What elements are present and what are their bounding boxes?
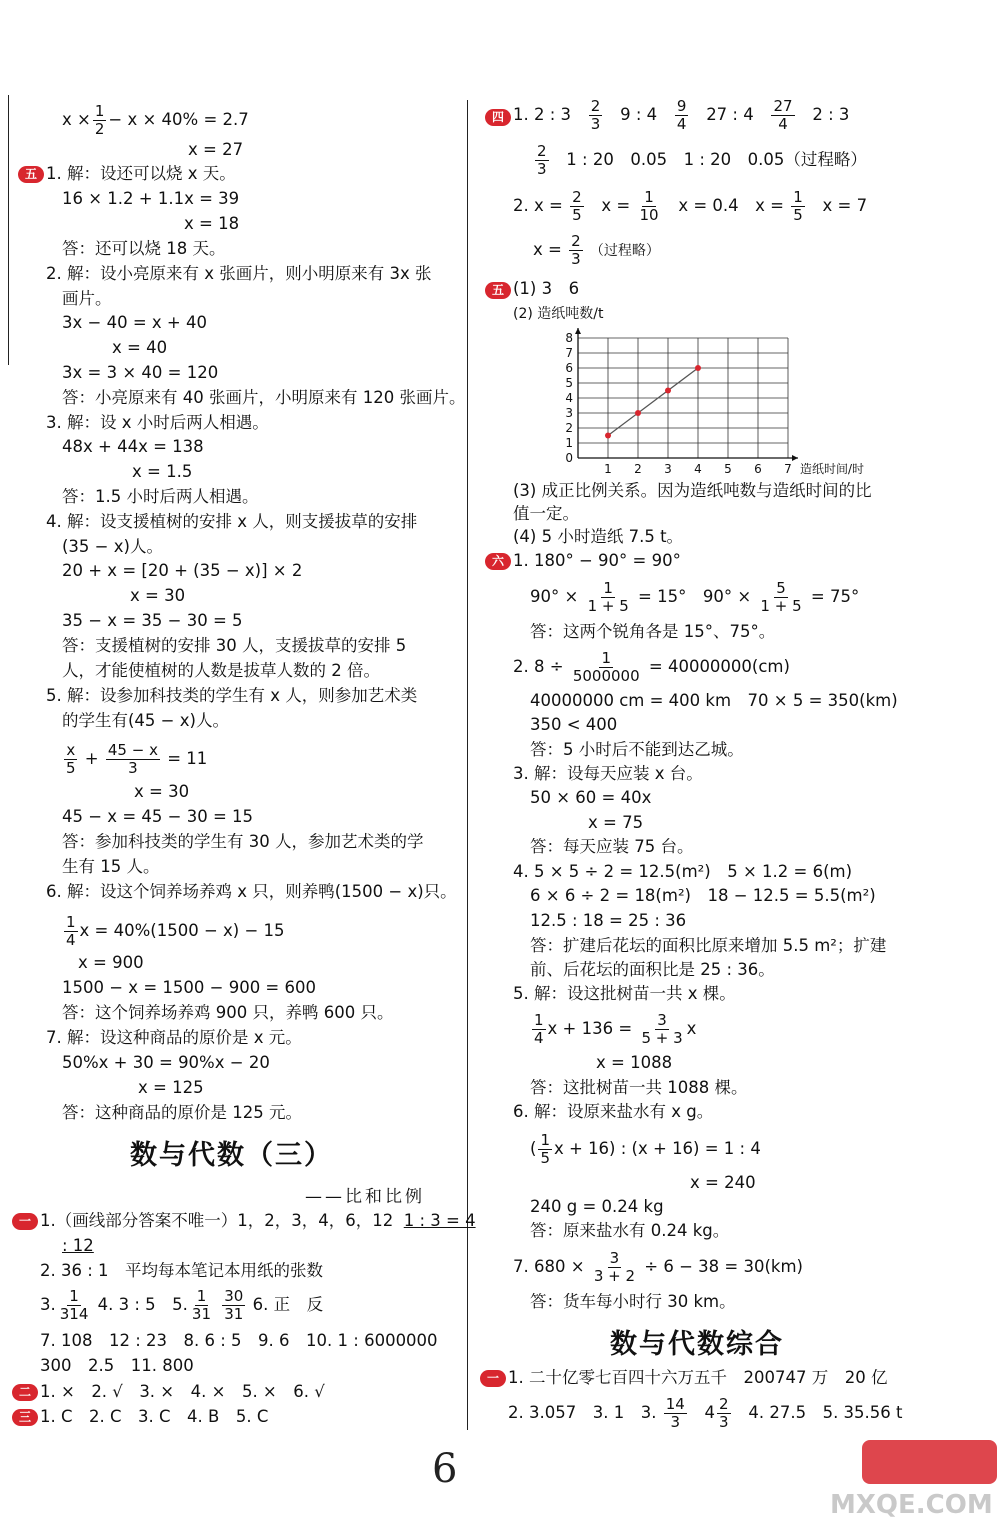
fraction: $\frac{3}{3 + 2}$ xyxy=(593,1249,636,1285)
problem-line: 1.（画线部分答案不唯一）1，2，3，4，6，12 1 : 3 = 4 xyxy=(40,1211,476,1230)
answer-line: 前、后花坛的面积比是 25 : 36。 xyxy=(530,960,775,979)
problem-line: (3) 成正比例关系。因为造纸吨数与造纸时间的比 xyxy=(513,481,872,500)
answer-line: 答：参加科技类的学生有 30 人，参加艺术类的学 xyxy=(62,832,424,851)
equation-line: x = 900 xyxy=(78,953,144,972)
problem-line: 1. × 2. √ 3. × 4. × 5. × 6. √ xyxy=(40,1382,325,1401)
answer-line: 答：5 小时后不能到达乙城。 xyxy=(530,740,744,759)
equation-line: x = 125 xyxy=(138,1078,204,1097)
equation-line: x = 27 xyxy=(188,140,244,159)
fraction: $\frac{1}{314}$ xyxy=(59,1287,89,1323)
problem-line: 7. 解：设这种商品的原价是 x 元。 xyxy=(46,1028,302,1047)
equation-line: ( $\frac{1}{5}$ x + 16) : (x + 16) = 1 : 4 xyxy=(530,1131,761,1167)
series-line xyxy=(608,368,698,436)
answer-line: 答：货车每小时行 30 km。 xyxy=(530,1292,736,1311)
problem-line: 3. 解：设每天应装 x 台。 xyxy=(513,764,703,783)
fraction: $\frac{5}{1 + 5}$ xyxy=(760,579,802,615)
fraction: $\frac{2}{3}$ xyxy=(590,97,601,133)
problem-line: 1. 2 : 3 $\frac{2}{3}$ 9 : 4 $\frac{9}{4}$ 27 : 4 $\frac{27}{4}$ 2 : 3 xyxy=(513,97,850,133)
equation-line: x = 75 xyxy=(588,813,644,832)
fraction: $\frac{45 - x}{3}$ xyxy=(107,741,158,777)
problem-line: 6. 解：设原来盐水有 x g。 xyxy=(513,1102,714,1121)
problem-line: 6. 解：设这个饲养场养鸡 x 只，则养鸭(1500 − x)只。 xyxy=(46,882,457,901)
y-tick-label: 2 xyxy=(565,421,573,435)
answer-line: 答：每天应装 75 台。 xyxy=(530,837,694,856)
answer-line: 答：还可以烧 18 天。 xyxy=(62,239,226,258)
answer-line: 答：小亮原来有 40 张画片，小明原来有 120 张画片。 xyxy=(62,388,466,407)
section-title: 数与代数（三） xyxy=(130,1140,333,1171)
equation-line: 90° × $\frac{1}{1 + 5}$ = 15° 90° × $\frac{5}{1 + 5}$ = 75° xyxy=(530,579,860,615)
problem-line: $\frac{2}{3}$ 1 : 20 0.05 1 : 20 0.05（过程略） xyxy=(537,142,867,178)
equation-line: 6 × 6 ÷ 2 = 18(m²) 18 − 12.5 = 5.5(m²) xyxy=(530,886,876,905)
section-badge-2: 二 xyxy=(12,1384,38,1401)
x-tick-label: 6 xyxy=(754,462,762,476)
answer-line: 答：支援植树的安排 30 人，支援拔草的安排 5 xyxy=(62,636,407,655)
problem-line: 2. 36 : 1 平均每本笔记本用纸的张数 xyxy=(40,1261,324,1280)
fraction: $\frac{1}{2}$ xyxy=(94,102,105,138)
data-point xyxy=(665,388,671,394)
problem-line: 3. $\frac{1}{314}$ 4. 3 : 5 5. $\frac{1}{31}$ $\frac{30}{31}$ 6. 正 反 xyxy=(40,1287,324,1323)
fraction: $\frac{2}{3}$ xyxy=(571,232,581,268)
y-tick-label: 3 xyxy=(565,406,573,420)
answer-line: 答：这两个锐角各是 15°、75°。 xyxy=(530,622,776,641)
equation-line: $\frac{x}{5}$ + $\frac{45 - x}{3}$ = 11 xyxy=(66,741,208,777)
problem-line: 的学生有(45 − x)人。 xyxy=(62,711,229,730)
x-tick-label: 4 xyxy=(694,462,702,476)
equation-line: x = 240 xyxy=(690,1173,756,1192)
fraction: $\frac{30}{31}$ xyxy=(224,1287,244,1323)
equation-line: 50 × 60 = 40x xyxy=(530,788,652,807)
answer-line: 答：原来盐水有 0.24 kg。 xyxy=(530,1221,730,1240)
watermark-logo xyxy=(862,1440,997,1484)
equation-line: 3x − 40 = x + 40 xyxy=(62,313,207,332)
answer-line: 答：这批树苗一共 1088 棵。 xyxy=(530,1078,748,1097)
y-axis-arrow xyxy=(575,328,581,334)
section-subtitle: ——比和比例 xyxy=(305,1187,425,1207)
section-badge-6: 六 xyxy=(485,553,511,570)
fraction: $\frac{1}{4}$ xyxy=(534,1011,544,1047)
fraction: $\frac{9}{4}$ xyxy=(676,97,687,133)
equation-line: x = 1088 xyxy=(596,1053,673,1072)
fraction: $\frac{2}{3}$ xyxy=(719,1395,729,1431)
y-tick-label: 8 xyxy=(565,331,573,345)
x-tick-label: 2 xyxy=(634,462,642,476)
left-margin-line xyxy=(8,95,9,365)
fraction: $\frac{3}{5 + 3}$ xyxy=(641,1011,683,1047)
problem-line: 300 2.5 11. 800 xyxy=(40,1356,194,1375)
y-tick-label: 4 xyxy=(565,391,573,405)
answer-line: 人，才能使植树的人数是拔草人数的 2 倍。 xyxy=(62,661,380,680)
equation-line: 7. 680 × $\frac{3}{3 + 2}$ ÷ 6 − 38 = 30(km) xyxy=(513,1249,803,1285)
x-axis-arrow xyxy=(792,455,798,461)
problem-line: 4. 解：设支援植树的安排 x 人，则支援拔草的安排 xyxy=(46,512,418,531)
fraction: $\frac{1}{5000000}$ xyxy=(572,649,640,685)
equation-line: $\frac{1}{4}$ x + 136 = $\frac{3}{5 + 3}$ x xyxy=(534,1011,697,1047)
equation-line: x × $\frac{1}{2}$ − x × 40% = 2.7 xyxy=(62,102,249,138)
line-chart xyxy=(548,320,878,480)
problem-line: 5. 解：设参加科技类的学生有 x 人，则参加艺术类 xyxy=(46,686,418,705)
equation-line: 40000000 cm = 400 km 70 × 5 = 350(km) xyxy=(530,691,898,710)
fraction: $\frac{2}{5}$ xyxy=(572,188,582,224)
problem-line: 1. 二十亿零七百四十六万五千 200747 万 20 亿 xyxy=(508,1368,888,1387)
equation-line: x = 30 xyxy=(134,782,190,801)
fraction: $\frac{27}{4}$ xyxy=(773,97,793,133)
problem-line: 值一定。 xyxy=(513,504,579,523)
section-badge-1: 一 xyxy=(480,1370,506,1387)
answer-line: 答：这种商品的原价是 125 元。 xyxy=(62,1103,302,1122)
chart-ylabel-line: (2) 造纸吨数/t xyxy=(513,306,604,322)
watermark: MXQE.COM xyxy=(830,1490,993,1520)
equation-line: 350 < 400 xyxy=(530,715,618,734)
problem-line: 7. 108 12 : 23 8. 6 : 5 9. 6 10. 1 : 6000000 xyxy=(40,1331,438,1350)
answer-line: 生有 15 人。 xyxy=(62,857,160,876)
fraction: $\frac{2}{3}$ xyxy=(537,142,547,178)
page-number: 6 xyxy=(432,1446,458,1492)
equation-line: 3x = 3 × 40 = 120 xyxy=(62,363,219,382)
equation-line: 20 + x = [20 + (35 − x)] × 2 xyxy=(62,561,303,580)
x-tick-label: 7 xyxy=(784,462,792,476)
fraction: $\frac{1}{1 + 5}$ xyxy=(587,579,629,615)
fraction: $\frac{1}{5}$ xyxy=(540,1131,550,1167)
problem-line: 1. 180° − 90° = 90° xyxy=(513,551,681,570)
section-badge-5: 五 xyxy=(18,166,44,183)
equation-line: 50%x + 30 = 90%x − 20 xyxy=(62,1053,270,1072)
equation-line: 16 × 1.2 + 1.1x = 39 xyxy=(62,189,240,208)
data-point xyxy=(635,410,641,416)
problem-line: (4) 5 小时造纸 7.5 t。 xyxy=(513,527,684,546)
x-tick-label: 3 xyxy=(664,462,672,476)
equation-line: 1500 − x = 1500 − 900 = 600 xyxy=(62,978,316,997)
equation-line: x = 30 xyxy=(130,586,186,605)
fraction: $\frac{1}{4}$ xyxy=(66,913,76,949)
equation-line: 48x + 44x = 138 xyxy=(62,437,204,456)
fraction: $\frac{x}{5}$ xyxy=(66,741,76,777)
equation-line: 12.5 : 18 = 25 : 36 xyxy=(530,911,687,930)
chart-axes xyxy=(575,328,798,461)
problem-line: 1. C 2. C 3. C 4. B 5. C xyxy=(40,1407,269,1426)
problem-line: : 12 xyxy=(62,1236,94,1255)
problem-line: 2. x = $\frac{2}{5}$ x = $\frac{1}{10}$ x = 0.4 x = $\frac{1}{5}$ x = 7 xyxy=(513,188,868,224)
section-badge-4: 四 xyxy=(485,109,511,126)
problem-line: (35 − x)人。 xyxy=(62,537,163,556)
section-title: 数与代数综合 xyxy=(610,1329,784,1360)
equation-line: $\frac{1}{4}$ x = 40%(1500 − x) − 15 xyxy=(66,913,285,949)
section-badge-3: 三 xyxy=(12,1409,38,1426)
equation-line: 2. 8 ÷ $\frac{1}{5000000}$ = 40000000(cm) xyxy=(513,649,790,685)
y-tick-label: 1 xyxy=(565,436,573,450)
equation-line: 45 − x = 45 − 30 = 15 xyxy=(62,807,254,826)
answer-line: 答：1.5 小时后两人相遇。 xyxy=(62,487,259,506)
problem-line: 2. 3.057 3. 1 3. $\frac{14}{3}$ 4 $\frac{2}{3}$ 4. 27.5 5. 35.56 t xyxy=(508,1395,903,1431)
y-tick-label: 5 xyxy=(565,376,573,390)
equation-line: x = 18 xyxy=(184,214,240,233)
data-point xyxy=(695,365,701,371)
fraction: $\frac{1}{10}$ xyxy=(639,188,659,224)
y-tick-label: 6 xyxy=(565,361,573,375)
problem-line: (1) 3 6 xyxy=(513,279,580,298)
fraction: $\frac{14}{3}$ xyxy=(665,1395,685,1431)
section-badge-5: 五 xyxy=(485,282,511,299)
x-tick-label: 5 xyxy=(724,462,732,476)
problem-line: 3. 解：设 x 小时后两人相遇。 xyxy=(46,413,269,432)
fraction: $\frac{1}{5}$ xyxy=(793,188,803,224)
x-tick-label: 1 xyxy=(604,462,612,476)
y-tick-label: 0 xyxy=(565,451,573,465)
problem-line: 1. 解：设还可以烧 x 天。 xyxy=(46,164,236,183)
chart-series xyxy=(605,365,701,439)
data-point xyxy=(605,433,611,439)
equation-line: x = 1.5 xyxy=(132,462,193,481)
problem-line: 5. 解：设这批树苗一共 x 棵。 xyxy=(513,984,736,1003)
equation-line: 4. 5 × 5 ÷ 2 = 12.5(m²) 5 × 1.2 = 6(m) xyxy=(513,862,853,881)
equation-line: 35 − x = 35 − 30 = 5 xyxy=(62,611,243,630)
problem-line: 2. 解：设小亮原来有 x 张画片，则小明原来有 3x 张 xyxy=(46,264,432,283)
fraction: $\frac{1}{31}$ xyxy=(191,1287,212,1323)
section-badge-1: 一 xyxy=(12,1213,38,1230)
problem-line: x = $\frac{2}{3}$ （过程略） xyxy=(533,232,660,268)
equation-line: 240 g = 0.24 kg xyxy=(530,1197,664,1216)
answer-line: 答：扩建后花坛的面积比原来增加 5.5 m²；扩建 xyxy=(530,936,887,955)
y-tick-label: 7 xyxy=(565,346,573,360)
answer-line: 答：这个饲养场养鸡 900 只，养鸭 600 只。 xyxy=(62,1003,394,1022)
x-axis-label: 造纸时间/时 xyxy=(800,462,865,476)
chart-grid xyxy=(578,338,788,458)
problem-line: 画片。 xyxy=(62,289,112,308)
equation-line: x = 40 xyxy=(112,338,168,357)
